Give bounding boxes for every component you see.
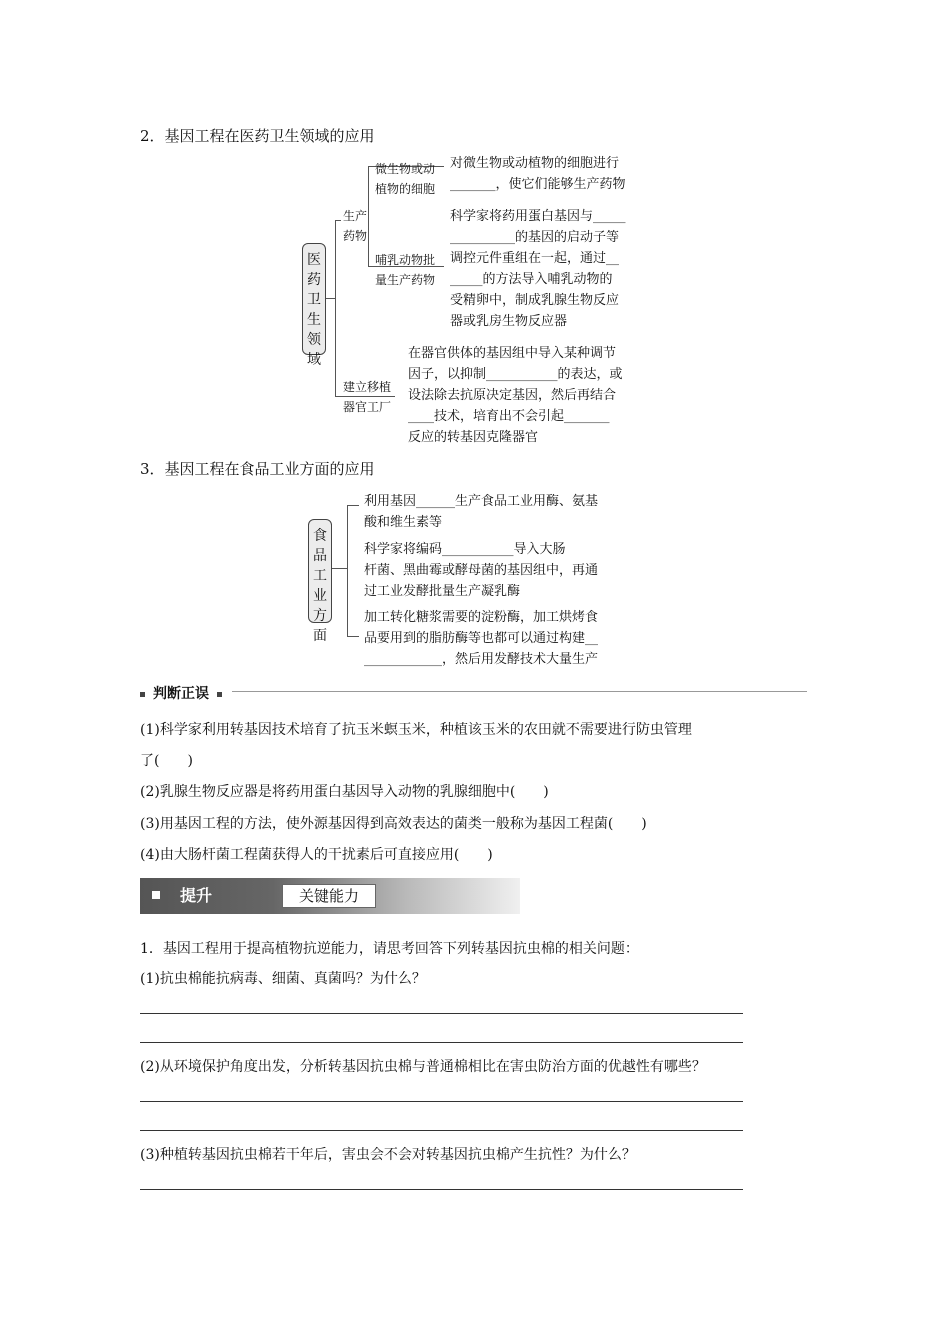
connector bbox=[335, 220, 341, 221]
mammal-text-line: __________的基因的启动子等 bbox=[450, 230, 620, 245]
square-bullet-icon bbox=[217, 692, 222, 697]
section2-heading: 2．基因工程在医药卫生领域的应用 bbox=[140, 127, 375, 145]
food-item-line: 利用基因______生产食品工业用酶、氨基 bbox=[364, 494, 599, 509]
section-banner bbox=[140, 878, 520, 914]
food-item-line: ____________，然后用发酵技术大量生产 bbox=[364, 652, 599, 667]
judgement-item: (1)科学家利用转基因技术培育了抗玉米螟玉米，种植该玉米的农田就不需要进行防虫管理 bbox=[140, 722, 692, 738]
connector bbox=[347, 505, 348, 636]
judgement-item: (4)由大肠杆菌工程菌获得人的干扰素后可直接应用( ) bbox=[140, 847, 493, 863]
food-item-line: 酸和维生素等 bbox=[364, 515, 443, 530]
sub-micro-line1: 微生物或动 bbox=[375, 162, 436, 176]
mammal-text-line: 器或乳房生物反应器 bbox=[450, 314, 568, 329]
judgement-title bbox=[140, 683, 222, 703]
answer-line[interactable] bbox=[140, 1189, 743, 1190]
banner-left-label: 提升 bbox=[180, 886, 213, 905]
answer-line[interactable] bbox=[140, 1101, 743, 1102]
connector bbox=[332, 568, 348, 569]
square-bullet-icon bbox=[152, 891, 160, 899]
food-item-2 bbox=[364, 539, 598, 602]
question-3: (3)种植转基因抗虫棉若干年后，害虫会不会对转基因抗虫棉产生抗性？为什么？ bbox=[140, 1147, 636, 1163]
mammal-text-line: _____的方法导入哺乳动物的 bbox=[450, 272, 613, 287]
root-label-medicine: 医药卫生领域 bbox=[307, 252, 321, 368]
food-item-line: 杆菌、黑曲霉或酵母菌的基因组中，再通 bbox=[364, 563, 599, 578]
micro-text-line: 对微生物或动植物的细胞进行 bbox=[450, 156, 620, 171]
food-item-line: 过工业发酵批量生产凝乳酶 bbox=[364, 584, 521, 599]
answer-line[interactable] bbox=[140, 1130, 743, 1131]
judgement-item: 了( ) bbox=[140, 753, 193, 769]
organ-text-line: 设法除去抗原决定基因，然后再结合 bbox=[408, 388, 617, 403]
food-item-3 bbox=[364, 607, 598, 670]
answer-line[interactable] bbox=[140, 1013, 743, 1014]
section3-heading: 3．基因工程在食品工业方面的应用 bbox=[140, 460, 375, 478]
judgement-title-text: 判断正误 bbox=[153, 686, 209, 702]
organ-text-line: ____技术，培育出不会引起_______ bbox=[408, 409, 610, 424]
banner-right-label: 关键能力 bbox=[282, 884, 376, 908]
food-item-line: 加工转化糖浆需要的淀粉酶，加工烘烤食 bbox=[364, 610, 599, 625]
judgement-item: (2)乳腺生物反应器是将药用蛋白基因导入动物的乳腺细胞中( ) bbox=[140, 784, 549, 800]
organ-text-line: 反应的转基因克隆器官 bbox=[408, 430, 539, 445]
judgement-item: (3)用基因工程的方法，使外源基因得到高效表达的菌类一般称为基因工程菌( ) bbox=[140, 816, 647, 832]
answer-line[interactable] bbox=[140, 1042, 743, 1043]
root-label-food: 食品工业方面 bbox=[313, 528, 327, 644]
connector bbox=[347, 505, 359, 506]
sub-mammal-line2: 量生产药物 bbox=[375, 273, 436, 287]
root-box-food bbox=[308, 519, 332, 644]
food-item-line: 科学家将编码___________导入大肠 bbox=[364, 542, 566, 557]
question-1: (1)抗虫棉能抗病毒、细菌、真菌吗？为什么？ bbox=[140, 971, 426, 987]
mammal-text-block bbox=[450, 206, 626, 332]
mammal-text-line: 调控元件重组在一起，通过__ bbox=[450, 251, 620, 266]
root-box-medicine bbox=[302, 243, 326, 368]
food-item-line: 品要用到的脂肪酶等也都可以通过构建__ bbox=[364, 631, 599, 646]
sub-mammal-line1: 哺乳动物批 bbox=[375, 253, 436, 267]
organ-text-line: 因子，以抑制___________的表达，或 bbox=[408, 367, 623, 382]
question-2: (2)从环境保护角度出发，分析转基因抗虫棉与普通棉相比在害虫防治方面的优越性有哪些？ bbox=[140, 1059, 706, 1075]
square-bullet-icon bbox=[140, 692, 145, 697]
branch-organ-text: 建立移植器官工厂 bbox=[343, 380, 392, 414]
branch-organ-label bbox=[343, 377, 401, 417]
connector bbox=[347, 636, 359, 637]
organ-text-block bbox=[408, 343, 623, 448]
micro-text-line: _______，使它们能够生产药物 bbox=[450, 177, 626, 192]
mammal-text-line: 科学家将药用蛋白基因与_____ bbox=[450, 209, 626, 224]
food-item-1 bbox=[364, 491, 598, 533]
judgement-rule bbox=[232, 691, 807, 692]
mammal-text-line: 受精卵中，制成乳腺生物反应 bbox=[450, 293, 620, 308]
branch-drug-label: 生产药物 bbox=[343, 209, 368, 243]
sub-micro-line2: 植物的细胞 bbox=[375, 182, 436, 196]
question-intro: 1．基因工程用于提高植物抗逆能力，请思考回答下列转基因抗虫棉的相关问题： bbox=[140, 941, 639, 957]
micro-text-block bbox=[450, 153, 626, 195]
organ-text-line: 在器官供体的基因组中导入某种调节 bbox=[408, 346, 617, 361]
connector bbox=[335, 220, 336, 396]
